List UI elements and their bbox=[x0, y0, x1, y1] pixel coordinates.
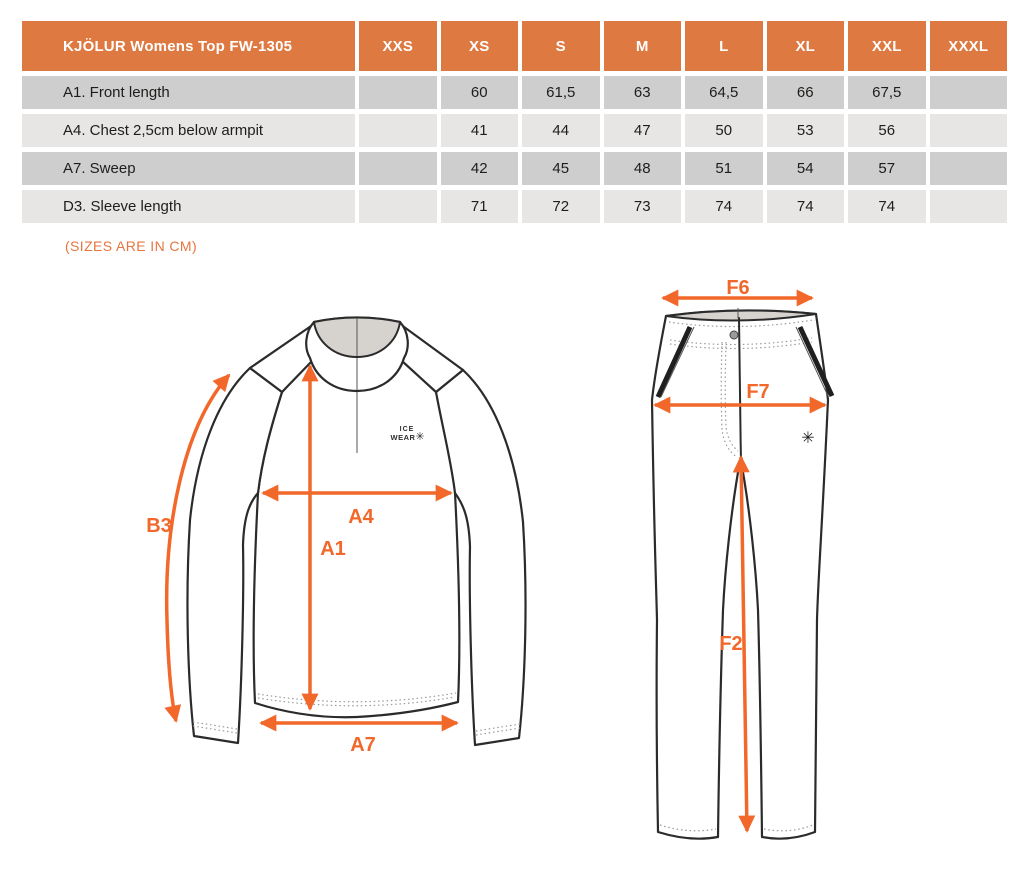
cell: 61,5 bbox=[522, 76, 600, 109]
cell bbox=[359, 190, 437, 223]
cell bbox=[930, 76, 1008, 109]
cell: 53 bbox=[767, 114, 845, 147]
cell: 63 bbox=[604, 76, 682, 109]
size-table bbox=[18, 16, 1011, 228]
cell: 42 bbox=[441, 152, 519, 185]
a4-label: A4 bbox=[348, 506, 374, 528]
cell bbox=[930, 114, 1008, 147]
cell: 57 bbox=[848, 152, 926, 185]
table-row-chest bbox=[22, 114, 1007, 147]
table-row-sweep bbox=[22, 152, 1007, 185]
cell: 73 bbox=[604, 190, 682, 223]
product-title: KJÖLUR Womens Top FW-1305 bbox=[22, 21, 355, 71]
logo-text-wear: WEAR bbox=[390, 433, 416, 442]
f6-label: F6 bbox=[726, 277, 750, 299]
size-header-xl: XL bbox=[767, 21, 845, 71]
table-row-front-length bbox=[22, 76, 1007, 109]
cell: 45 bbox=[522, 152, 600, 185]
f7-label: F7 bbox=[746, 381, 770, 403]
snowflake-icon: ✳ bbox=[415, 431, 425, 443]
cell bbox=[930, 152, 1008, 185]
row-label: D3. Sleeve length bbox=[22, 190, 355, 223]
cell: 50 bbox=[685, 114, 763, 147]
size-header-m: M bbox=[604, 21, 682, 71]
size-header-s: S bbox=[522, 21, 600, 71]
top-measurement-diagram bbox=[130, 290, 570, 770]
cell: 66 bbox=[767, 76, 845, 109]
snowflake-icon: ✳ bbox=[801, 430, 815, 447]
row-label: A1. Front length bbox=[22, 76, 355, 109]
size-header-l: L bbox=[685, 21, 763, 71]
cell: 41 bbox=[441, 114, 519, 147]
cell bbox=[359, 76, 437, 109]
row-label: A4. Chest 2,5cm below armpit bbox=[22, 114, 355, 147]
size-header-xxs: XXS bbox=[359, 21, 437, 71]
size-header-xs: XS bbox=[441, 21, 519, 71]
cell: 60 bbox=[441, 76, 519, 109]
cell bbox=[359, 152, 437, 185]
cell bbox=[930, 190, 1008, 223]
cell: 47 bbox=[604, 114, 682, 147]
waist-button bbox=[730, 331, 738, 339]
size-header-xxl: XXL bbox=[848, 21, 926, 71]
table-row-sleeve-length bbox=[22, 190, 1007, 223]
b3-label: B3 bbox=[146, 515, 172, 537]
cell: 72 bbox=[522, 190, 600, 223]
logo-text-ice: ICE bbox=[399, 426, 415, 433]
size-header-xxxl: XXXL bbox=[930, 21, 1008, 71]
cell bbox=[359, 114, 437, 147]
cell: 71 bbox=[441, 190, 519, 223]
cell: 44 bbox=[522, 114, 600, 147]
cell: 54 bbox=[767, 152, 845, 185]
pants-measurement-diagram bbox=[610, 277, 930, 880]
cell: 74 bbox=[767, 190, 845, 223]
cell: 74 bbox=[685, 190, 763, 223]
size-table-header-row bbox=[22, 21, 1007, 71]
a7-label: A7 bbox=[350, 734, 376, 756]
cell: 67,5 bbox=[848, 76, 926, 109]
cell: 51 bbox=[685, 152, 763, 185]
cell: 56 bbox=[848, 114, 926, 147]
pullover-drawing bbox=[187, 318, 525, 746]
row-label: A7. Sweep bbox=[22, 152, 355, 185]
cell: 48 bbox=[604, 152, 682, 185]
cell: 74 bbox=[848, 190, 926, 223]
a1-label: A1 bbox=[320, 538, 346, 560]
units-note: (SIZES ARE IN CM) bbox=[65, 238, 198, 254]
cell: 64,5 bbox=[685, 76, 763, 109]
f2-label: F2 bbox=[719, 633, 743, 655]
